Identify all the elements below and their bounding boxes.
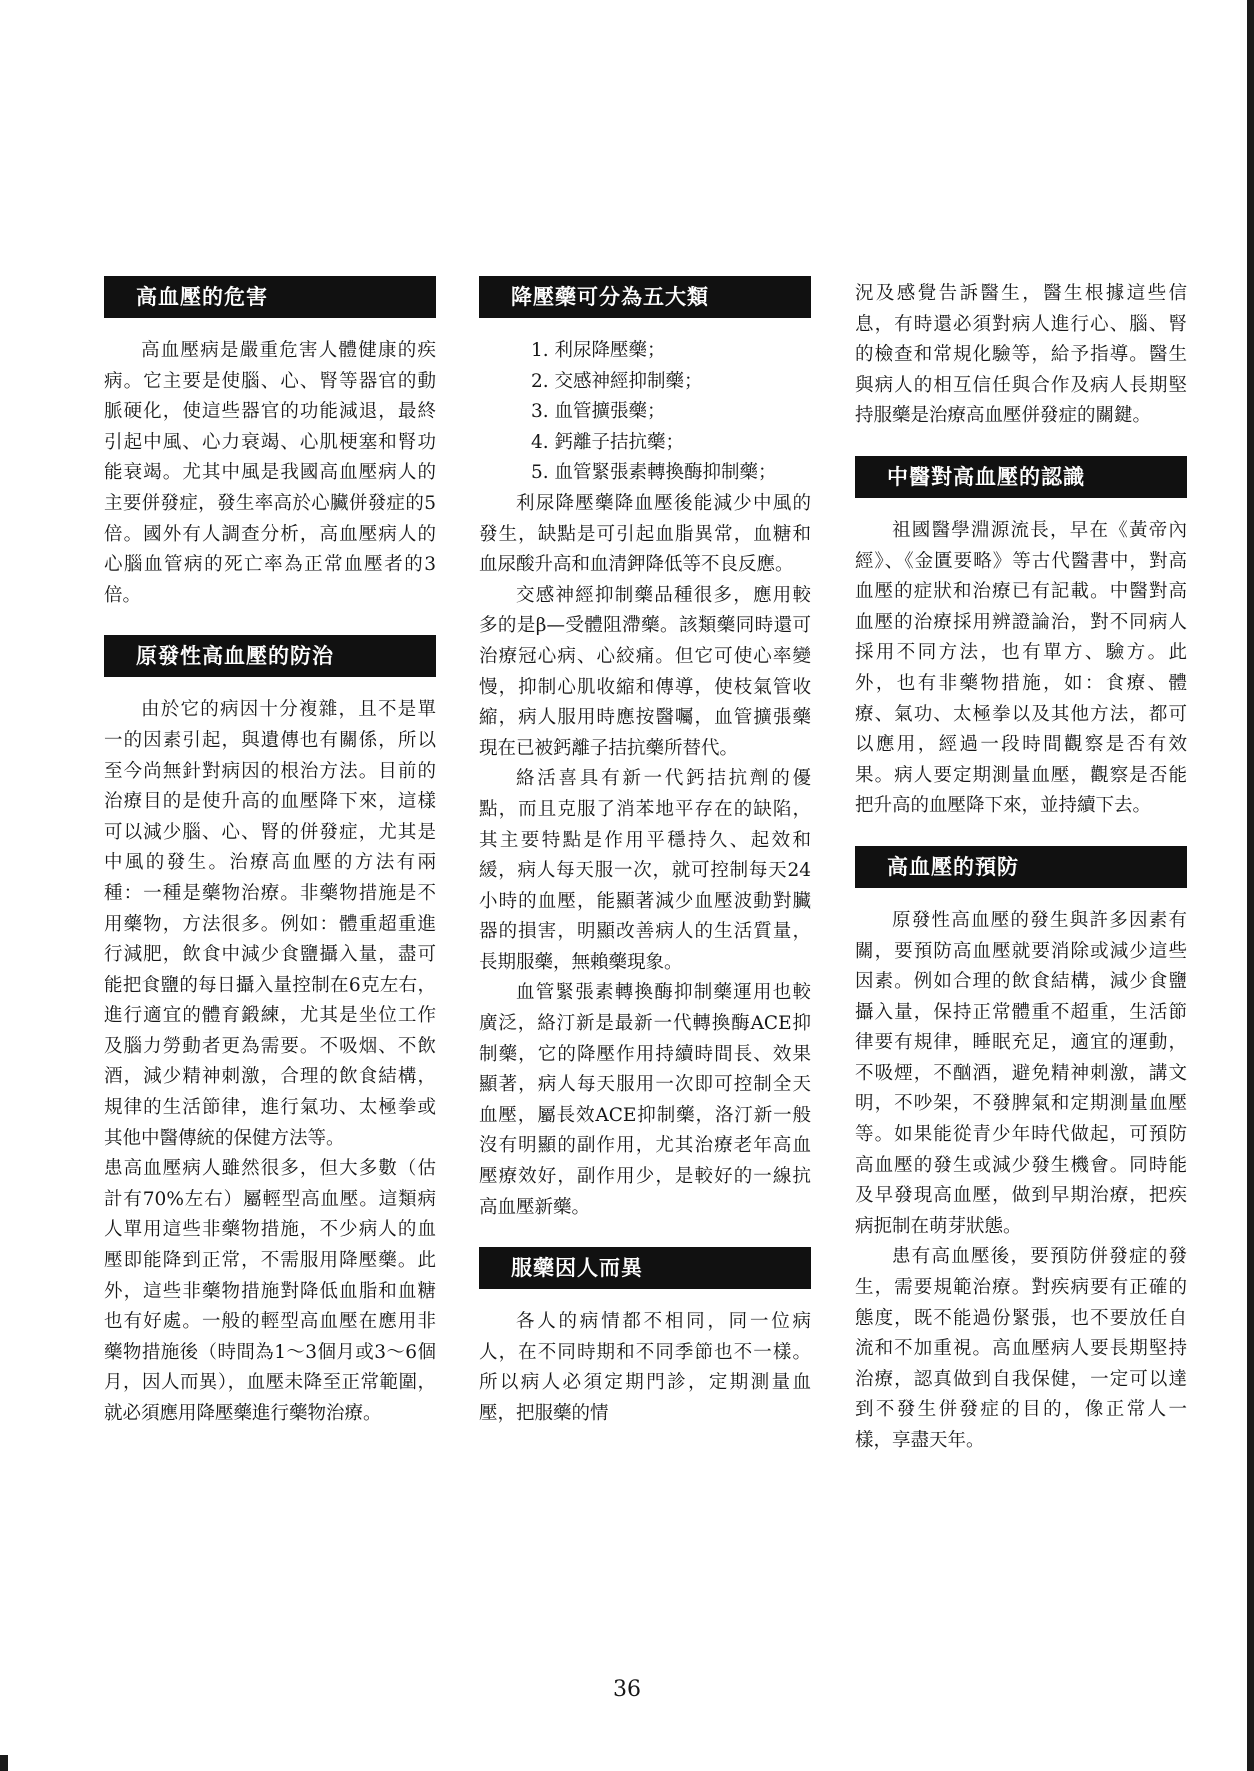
section-heading-tcm-view: 中醫對高血壓的認識 [855,456,1187,498]
paragraph: 患高血壓病人雖然很多，但大多數（估計有70%左右）屬輕型高血壓。這類病人單用這些非藥物措施，不少病人的血壓即能降到正常，不需服用降壓藥。此外，這些非藥物措施對降低血脂和血糖也有好處。一般的輕型高血壓在應用非藥物措施後（時間為1～3個月或3～6個月，因人而異），血壓未降至正常範圍，就必須應用降壓藥進行藥物治療。 [104,1158,436,1424]
paragraph-continuation: 況及感覺告訴醫生，醫生根據這些信息，有時還必須對病人進行心、腦、腎的檢查和常規化驗等，給予指導。醫生與病人的相互信任與合作及病人長期堅持服藥是治療高血壓併發症的關鍵。 [855,283,1187,427]
list-item: 4. 鈣離子拮抗藥； [531,431,685,453]
list-item: 2. 交感神經抑制藥； [531,370,703,392]
paragraph: 各人的病情都不相同，同一位病人，在不同時期和不同季節也不一樣。所以病人必須定期門診，定期測量血壓，把服藥的情 [479,1311,811,1424]
column-2 [479,276,811,1430]
paragraph: 原發性高血壓的發生與許多因素有關，要預防高血壓就要消除或減少這些因素。例如合理的飲食結構，減少食鹽攝入量，保持正常體重不超重，生活節律要有規律，睡眠充足，適宜的運動，不吸煙，不酗酒，避免精神刺激，講文明，不吵架，不發脾氣和定期測量血壓等。如果能從青少年時代做起，可預防高血壓的發生或減少發生機會。同時能及早發現高血壓，做到早期治療，把疾病扼制在萌芽狀態。 [855,909,1187,1237]
column-1 [104,276,436,1430]
scan-edge-mark-bottom-left [0,1755,8,1771]
section-heading-hypertension-harm: 高血壓的危害 [104,276,436,318]
paragraph: 由於它的病因十分複雜，且不是單一的因素引起，與遺傳也有關係，所以至今尚無針對病因的根治方法。目前的治療目的是使升高的血壓降下來，這樣可以減少腦、心、腎的併發症，尤其是中風的發生。治療高血壓的方法有兩種：一種是藥物治療。非藥物措施是不用藥物，方法很多。例如：體重超重進行減肥，飲食中減少食鹽攝入量，盡可能把食鹽的每日攝入量控制在6克左右，進行適宜的體育鍛練，尤其是坐位工作及腦力勞動者更為需要。不吸烟、不飲酒，減少精神刺激，合理的飲食結構，規律的生活節律，進行氣功、太極拳或其他中醫傳統的保健方法等。 [104,699,436,1149]
paragraph: 利尿降壓藥降血壓後能減少中風的發生，缺點是可引起血脂異常，血糖和血尿酸升高和血清鉀降低等不良反應。 [479,492,811,576]
paragraph: 絡活喜具有新一代鈣拮抗劑的優點，而且克服了消苯地平存在的缺陷，其主要特點是作用平穩持久、起效和緩，病人每天服一次，就可控制每天24小時的血壓，能顯著減少血壓波動對臟器的損害，明顯改善病人的生活質量，長期服藥，無賴藥現象。 [479,768,811,973]
list-item: 1. 利尿降壓藥； [531,340,666,361]
paragraph: 交感神經抑制藥品種很多，應用較多的是β—受體阻滯藥。該類藥同時還可治療冠心病、心絞痛。但它可使心率變慢，抑制心肌收縮和傳導，使枝氣管收縮，病人服用時應按醫囑，血管擴張藥現在已被鈣離子拮抗藥所替代。 [479,584,811,759]
paragraph: 高血壓病是嚴重危害人體健康的疾病。它主要是使腦、心、腎等器官的動脈硬化，使這些器官的功能減退，最終引起中風、心力衰竭、心肌梗塞和腎功能衰竭。尤其中風是我國高血壓病人的主要併發症，發生率高於心臟併發症的5倍。國外有人調查分析，高血壓病人的心腦血管病的死亡率為正常血壓者的3倍。 [104,340,436,606]
section-heading-prevention: 高血壓的預防 [855,846,1187,888]
page-number: 36 [613,1677,641,1702]
list-item: 5. 血管緊張素轉換酶抑制藥； [531,462,777,484]
scan-edge-mark-right [1247,0,1254,1771]
section-heading-medication-individual: 服藥因人而異 [479,1247,811,1289]
section-heading-primary-hypertension: 原發性高血壓的防治 [104,635,436,677]
column-3 [855,279,1187,1457]
paragraph: 患有高血壓後，要預防併發症的發生，需要規範治療。對疾病要有正確的態度，既不能過份緊張，也不要放任自流和不加重視。高血壓病人要長期堅持治療，認真做到自我保健，一定可以達到不發生併發症的目的，像正常人一樣，享盡天年。 [855,1246,1187,1451]
section-heading-drug-classes: 降壓藥可分為五大類 [479,276,811,318]
paragraph: 祖國醫學淵源流長，早在《黃帝內經》、《金匱要略》等古代醫書中，對高血壓的症狀和治療已有記載。中醫對高血壓的治療採用辨證論治，對不同病人採用不同方法，也有單方、驗方。此外，也有非藥物措施，如：食療、體療、氣功、太極拳以及其他方法，都可以應用，經過一段時間觀察是否有效果。病人要定期測量血壓，觀察是否能把升高的血壓降下來，並持續下去。 [855,519,1187,817]
list-item: 3. 血管擴張藥； [531,401,666,423]
paragraph: 血管緊張素轉換酶抑制藥運用也較廣泛，絡汀新是最新一代轉換酶ACE抑制藥，它的降壓作用持續時間長、效果顯著，病人每天服用一次即可控制全天血壓，屬長效ACE抑制藥，洛汀新一般沒有明顯的副作用，尤其治療老年高血壓療效好，副作用少，是較好的一線抗高血壓新藥。 [479,982,811,1218]
